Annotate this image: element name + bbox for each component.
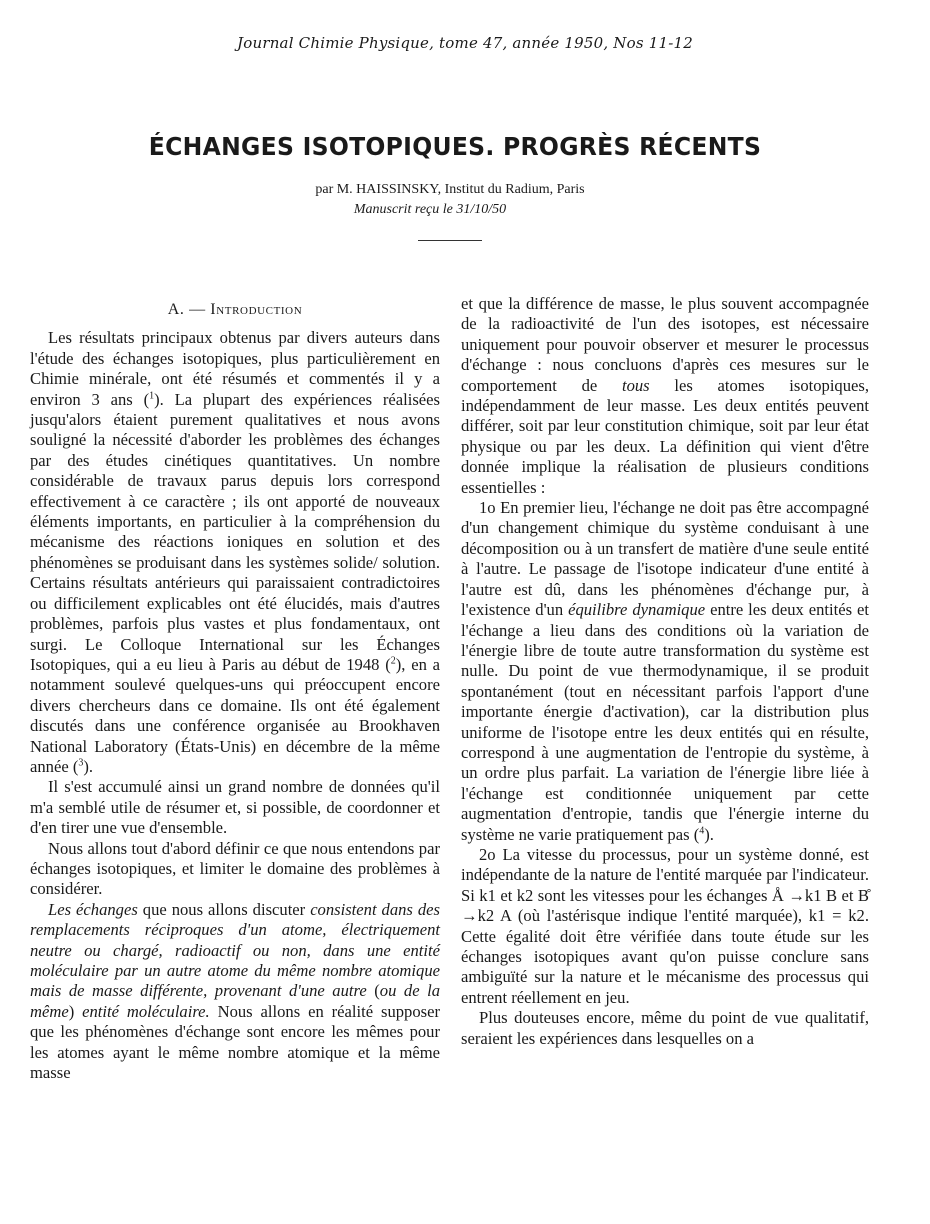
text-run: entre les deux entités et l'échange a lieu dans des conditions où la variation de l'énergie libre de toute autre transformation du système est nulle. Du point de vue thermodynamique, il se produit spontanément (tout en nécessitant parfois l'apport d'une importante énergie d'activation), car la distribution plus uniforme de l'isotope entre les deux entités qui en résulte, correspond à une augmentation de l'entropie du système, à un ordre plus parfait. La variation de l'énergie libre liée à l'échange est conditionnée uniquement par cette augmentation d'entropie, tandis que l'énergie interne du système ne varie pratiquement pas ( xyxy=(461,600,869,844)
text-run-italic: Les échanges xyxy=(48,899,138,919)
text-run: ). La plupart des expériences réalisées jusqu'alors étaient purement qualitatives et nous avons souligné la nécessité d'aborder les problèmes des échanges par des études cinétiques quantitatives. Un nombre considérable de travaux parus depuis lors correspond effectivement à ce caractère ; ils ont apporté de nouveaux éléments importants, en particulier à la compréhension du mécanisme des réactions ioniques en solution et des phénomènes se produisant dans les systèmes solide/ solution. Certains résultats antérieurs qui paraissaient contradictoires ou difficilement explicables ont été élucidés, mais d'autres problèmes, parfois plus vastes et plus fondamentaux, ont surgi. Le Colloque International sur les Échanges Isotopiques, qui a eu lieu à Paris au début de 1948 ( xyxy=(30,389,440,674)
text-run: que nous allons discuter xyxy=(137,899,311,919)
paragraph: 2o La vitesse du processus, pour un système donné, est indépendante de la nature de l'entité marquée par l'indicateur. Si k1 et k2 sont les vitesses pour les échanges Å →k1 B et B̊ →k2 A (où l'astérisque indique l'entité marquée), k1 = k2. Cette égalité doit être vérifiée dans toute étude sur les échanges isotopiques avant qu'on puisse conclure sans ambiguïté sur la nature et le mécanisme des processus qui entrent réellement en jeu. xyxy=(461,844,869,1007)
paragraph: Il s'est accumulé ainsi un grand nombre de données qu'il m'a semblé utile de résumer et, si possible, de coordonner et d'en tirer une vue d'ensemble. xyxy=(30,777,440,838)
section-title: Introduction xyxy=(210,301,303,318)
manuscript-received-date: Manuscrit reçu le 31/10/50 xyxy=(353,202,507,217)
text-run: ). xyxy=(83,756,94,776)
paragraph xyxy=(30,900,440,1084)
text-run: 1o En premier lieu, l'échange ne doit pas être accompagné d'un changement chimique du système conduisant à une décomposition ou à un transfert de matière d'une seule entité à l'autre. Le passage de l'isotope indicateur d'une entité à l'autre est dû, dans les phénomènes d'échange pur, à l'existence d'un xyxy=(461,498,869,620)
article-byline: par M. HAISSINSKY, Institut du Radium, Paris xyxy=(315,182,585,197)
footnote-ref: 3 xyxy=(78,757,84,769)
section-label: A. — xyxy=(167,301,211,318)
text-run: ) xyxy=(68,1001,83,1021)
text-run: Les résultats principaux obtenus par divers auteurs dans l'étude des échanges isotopiques, plus particulièrement en Chimie minérale, ont été résumés et commentés il y a environ 3 ans ( xyxy=(30,328,440,409)
text-run: et que la différence de masse, le plus souvent accompagnée de la radioactivité de l'un des isotopes, est nécessaire uniquement pour pouvoir observer et mesurer le processus d'échange : nous concluons d'après ces mesures sur le comportement de xyxy=(461,294,869,395)
paragraph xyxy=(461,294,869,498)
paragraph: Plus douteuses encore, même du point de vue qualitatif, seraient les expériences dans lesquelles on a xyxy=(461,1008,869,1048)
running-head: Journal Chimie Physique, tome 47, année 1950, Nos 11-12 xyxy=(237,34,693,52)
text-run-italic: consistent dans des remplacements réciproques d'un atome, électriquement neutre ou chargé, radioactif ou non, dans une entité moléculaire par un autre atome du même nombre atomique mais de masse différente, provenant d'une autre xyxy=(30,899,440,1001)
footnote-ref: 1 xyxy=(149,390,155,402)
text-run: ). xyxy=(704,824,714,844)
text-run: ( xyxy=(366,981,380,1001)
text-run: ), en a notamment soulevé quelques-uns qui préoccupent encore divers chercheurs dans ce domaine. Ils ont été également discutés dans une conférence organisée au Brookhaven National Laboratory (États-Unis) en décembre de la même année ( xyxy=(30,654,440,776)
paragraph xyxy=(30,328,440,777)
text-run-italic: équilibre dynamique xyxy=(568,600,706,620)
section-heading xyxy=(30,300,440,320)
text-run-italic: entité moléculaire. xyxy=(82,1001,210,1021)
text-run: les atomes isotopiques, indépendamment de leur masse. Les deux entités peuvent différer, soit par leur constitution chimique, soit par leur état physique ou par les deux. La définition qui vient d'être donnée implique la réalisation de plusieurs conditions essentielles : xyxy=(461,375,869,497)
paragraph xyxy=(461,498,869,845)
paragraph: Nous allons tout d'abord définir ce que nous entendons par échanges isotopiques, et limiter le domaine des problèmes à considérer. xyxy=(30,838,440,899)
article-title: ÉCHANGES ISOTOPIQUES. PROGRÈS RÉCENTS xyxy=(148,132,762,161)
right-column xyxy=(461,294,869,1049)
title-divider xyxy=(418,240,482,241)
left-column xyxy=(30,300,440,1083)
text-run-italic: ou de la même xyxy=(30,981,440,1021)
text-run: Nous allons en réalité supposer que les phénomènes d'échange sont encore les mêmes pour les atomes ayant le même nombre atomique et la même masse xyxy=(30,1001,440,1083)
text-run-italic: tous xyxy=(621,375,650,395)
footnote-ref: 2 xyxy=(390,655,396,667)
footnote-ref: 4 xyxy=(699,825,705,837)
